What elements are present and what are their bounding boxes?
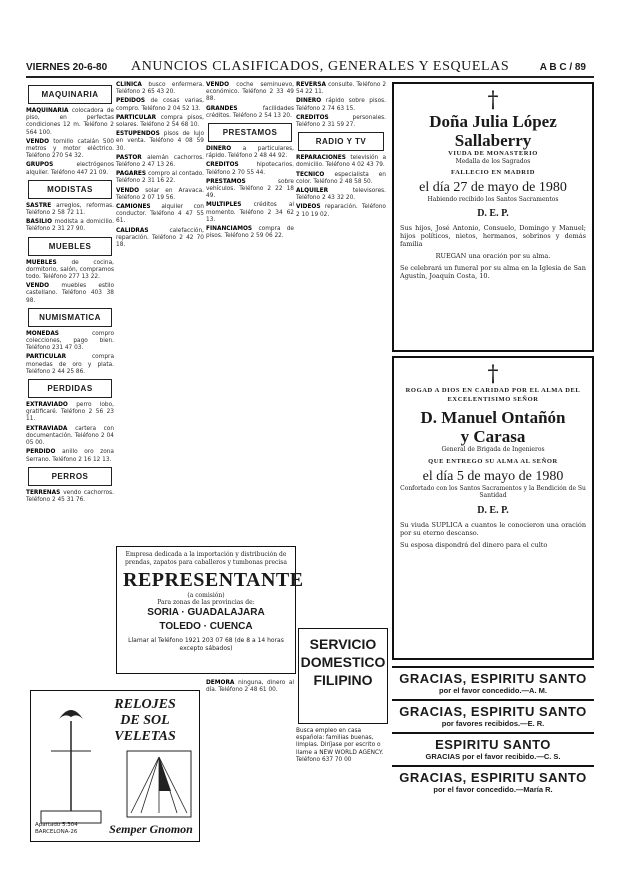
obit1-name-1: Doña Julia López (429, 112, 557, 131)
ad-text: televisión a domicilio. Teléfono 4 02 43 79. (296, 155, 386, 169)
section-heading: RADIO Y TV (298, 132, 384, 151)
ad-lead: CLINICA (116, 82, 149, 88)
ad-text: tornillo catalán 500 metros y motor eléctrico. Teléfono 270 54 32. (26, 138, 114, 160)
ad-lead: BASILIO (26, 219, 55, 226)
classified-ad (296, 188, 386, 202)
ad-text: personales. Teléfono 2 31 59 27. (296, 114, 386, 129)
ad-text: especialista en color. Teléfono 2 48 58 50. (296, 171, 386, 185)
thanks-notice (392, 732, 594, 765)
ad-lead: MONEDAS (26, 330, 93, 337)
section-title: ANUNCIOS CLASIFICADOS, GENERALES Y ESQUELAS (131, 59, 510, 74)
ad-lead: CREDITOS (206, 162, 257, 169)
ad-lead: SASTRE (26, 202, 57, 209)
representante-for: Para zonas de las provincias de: (157, 599, 255, 606)
classified-ad (26, 139, 114, 161)
obit1-group: Medalla de los Sagrados (455, 158, 531, 165)
section-heading: MUEBLES (28, 237, 112, 256)
ad-lead: FINANCIAMOS (206, 226, 259, 233)
ad-lead: PERDIDO (26, 449, 63, 456)
classified-ad (116, 98, 204, 112)
obit2-date: el día 5 de mayo de 1980 (422, 468, 564, 484)
obit1-died: FALLECIO EN MADRID (451, 168, 535, 176)
ad-text: perro lobo, gratificaré. Teléfono 2 56 23 11. (26, 402, 115, 423)
classified-ad (116, 171, 204, 185)
obit2-name-1: D. Manuel Ontañón (420, 408, 566, 427)
ad-text: compro colecciones, pago bien. Teléfono 231 47 03. (26, 330, 114, 352)
ad-lead: DEMORA (206, 680, 239, 686)
thanks-notices (392, 666, 594, 798)
obit2-intro: ROGAD A DIOS EN CARIDAD POR EL ALMA DEL EXCELENTISIMO SEÑOR (405, 387, 581, 403)
ad-lead: ESTUPENDOS (116, 131, 164, 138)
obit2-name-2: y Carasa (460, 427, 526, 446)
ad-text: de cosas varias, compro. Teléfono 2 04 52 13. (116, 98, 204, 112)
obit2-note: Su esposa dispondrá del dinero para el culto (400, 540, 548, 549)
ad-lead: VENDO (206, 82, 237, 88)
classified-ad (296, 98, 386, 112)
ad-text: sobre vehículos. Teléfono 2 22 18 49. (206, 178, 294, 200)
classified-ad (116, 188, 204, 202)
cross-icon: † (487, 362, 499, 387)
classified-ad (206, 162, 294, 176)
ad-lead: PASTOR (116, 154, 148, 161)
servicio-text: Busca empleo en casa española: familias buenas, limpias. Diríjase por escrito o llame a NEW WORLD AGENCY. Teléfono 637 70 00 (296, 728, 384, 763)
obit2-rank: General de Brigada de Ingenieros (441, 446, 545, 453)
obit1-dep: D. E. P. (477, 208, 509, 219)
ad-text: coche seminuevo, económico. Teléfono 2 33 49 88. (206, 82, 294, 103)
ad-text: busco enfermera. Teléfono 2 65 43 20. (116, 82, 205, 96)
ad-lead: ALQUILER (296, 188, 353, 195)
ad-text: colocadora de piso, en perfectas condiciones 12 m. Teléfono 2 564 100. (26, 108, 114, 136)
classified-ad (26, 219, 114, 233)
ad-text: cartera con documentación. Teléfono 2 04 05 00. (26, 425, 114, 447)
ad-lead: VENDO (26, 283, 62, 290)
classifieds-column-4 (296, 82, 386, 221)
classified-ad (296, 82, 386, 96)
classified-ad (296, 155, 386, 169)
servicio-line-3: FILIPINO (313, 672, 373, 688)
obit1-widow: VIUDA DE MONASTERIO (448, 150, 538, 157)
classified-ad (206, 226, 294, 240)
cross-icon: † (487, 88, 499, 113)
ad-lead: GRUPOS (26, 162, 77, 169)
relojes-brand: Semper Gnomon (109, 822, 193, 836)
ad-lead: GRANDES (206, 105, 263, 112)
section-heading: MAQUINARIA (28, 85, 112, 104)
obit1-name-2: Sallaberry (454, 131, 532, 150)
classified-ad (26, 331, 114, 353)
thanks-heading: GRACIAS, ESPIRITU SANTO (399, 770, 587, 785)
classified-ad (206, 680, 294, 694)
classified-ad (26, 402, 114, 424)
representante-sub: (a comisión) (187, 592, 225, 599)
thanks-line: por el favor concedido.—María R. (433, 785, 553, 794)
ad-text: arreglos, reformas. Teléfono 2 58 72 11. (26, 202, 114, 217)
classified-ad (206, 146, 294, 160)
ad-lead: TERRENAS (26, 489, 64, 496)
ad-text: compra monedas de oro y plata. Teléfono 2 44 25 86. (26, 354, 114, 375)
servicio-line-1: SERVICIO (309, 636, 377, 652)
thanks-heading: GRACIAS, ESPIRITU SANTO (399, 671, 587, 686)
ad-lead: REVERSA (296, 82, 329, 88)
ad-lead: EXTRAVIADA (26, 425, 76, 432)
representante-title: REPRESENTANTE (123, 569, 304, 591)
obit1-body: Sus hijos, José Antonio, Consuelo, Domingo y Manuel; hijos políticos, nietos, hermanos, sobrinos y demás familia (400, 224, 586, 248)
ad-lead: PARTICULAR (26, 354, 92, 361)
classified-ad (26, 354, 114, 376)
page-number: A B C / 89 (539, 62, 586, 73)
classified-ad (206, 179, 294, 201)
classified-ad (26, 162, 114, 176)
classifieds-column-3 (206, 82, 294, 242)
relojes-title-2: DE SOL (120, 713, 170, 728)
thanks-heading: GRACIAS, ESPIRITU SANTO (399, 704, 587, 719)
ad-text: reparación. Teléfono 2 10 19 02. (296, 204, 386, 218)
section-heading: PERROS (28, 467, 112, 486)
classified-ad (296, 204, 386, 218)
ad-text: vendo cachorros. Teléfono 2 45 31 76. (26, 489, 114, 503)
ad-text: compro al contado. Teléfono 2 31 16 22. (116, 171, 204, 185)
classified-ad (206, 82, 294, 104)
classified-ad (26, 260, 114, 282)
section-heading: PRESTAMOS (208, 123, 292, 142)
representante-note: Llamar al Teléfono 1921 203 07 68 (de 8 a 14 horas excepto sábados) (128, 637, 284, 652)
representante-cities-2: TOLEDO · CUENCA (159, 621, 253, 632)
section-heading: MODISTAS (28, 180, 112, 199)
classifieds-column-1 (26, 82, 114, 506)
ad-lead: REPARACIONES (296, 155, 351, 162)
thanks-notice (392, 666, 594, 699)
classified-ad (206, 106, 294, 120)
ad-text: calefacción, reparación. Teléfono 2 42 70 18. (116, 227, 204, 249)
classified-ad (116, 82, 204, 96)
classifieds-column-3-bottom (206, 680, 294, 696)
ad-text: anillo oro zona Serrano. Teléfono 2 16 12 13. (26, 449, 114, 463)
ad-lead: VIDEOS (296, 204, 325, 211)
classified-ad (116, 115, 204, 129)
classified-ad (26, 490, 114, 504)
ad-text: facilidades créditos. Teléfono 2 54 13 20. (206, 105, 294, 119)
ad-lead: CAMIONES (116, 204, 162, 211)
ad-text: rápido sobre pisos. Teléfono 2 74 63 15. (296, 98, 386, 112)
ad-text: televisores. Teléfono 2 43 32 20. (296, 188, 386, 202)
esquelas-column (392, 82, 594, 798)
obit2-sacraments: Confortado con los Santos Sacramentos y la Bendición de Su Santidad (400, 484, 586, 499)
ad-text: pisos de lujo en venta. Teléfono 4 08 59 30. (116, 131, 204, 152)
representante-intro: Empresa dedicada a la importación y distribución de prendas, zapatos para caballeros y tumbonas precisa (125, 551, 287, 566)
classified-ad (116, 204, 204, 226)
classified-ad (296, 115, 386, 129)
ad-text: consulte. Teléfono 2 54 22 11. (296, 82, 387, 96)
classified-ad (296, 172, 386, 186)
ad-text: compra pisos, solares. Teléfono 2 54 68 10. (116, 114, 205, 129)
ad-lead: PARTICULAR (116, 114, 161, 121)
classified-ad (26, 449, 114, 463)
classifieds-column-2 (116, 82, 204, 251)
obit1-sacraments: Habiendo recibido los Santos Sacramentos (427, 195, 559, 203)
ad-text: ninguna, dinero al día. Teléfono 2 48 61 00. (206, 680, 295, 694)
classified-ad (206, 202, 294, 224)
ad-lead: EXTRAVIADO (26, 402, 77, 409)
obit1-date: el día 27 de mayo de 1980 (419, 179, 567, 195)
ad-text: electrógenos alquiler. Teléfono 447 21 09. (26, 162, 114, 176)
ad-text: solar en Aravaca. Teléfono 2 07 19 56. (116, 187, 204, 201)
relojes-title-3: VELETAS (114, 729, 176, 744)
ad-lead: DINERO (296, 98, 326, 105)
classified-ad (116, 155, 204, 169)
ad-lead: DINERO (206, 146, 243, 153)
classified-ad (116, 228, 204, 250)
ad-lead: CREDITOS (296, 114, 353, 121)
classified-ad (26, 426, 114, 448)
relojes-address: Apartado 5.304 BARCELONA-26 (35, 822, 78, 835)
servicio-line-2: DOMESTICO (300, 654, 386, 670)
obit1-ruegan: RUEGAN una oración por su alma. (435, 252, 551, 260)
ad-text: créditos al momento. Teléfono 2 34 62 13. (206, 202, 294, 223)
ad-text: alemán cachorros. Teléfono 2 47 13 26. (116, 154, 204, 169)
thanks-line: por favores recibidos.—E. R. (441, 719, 545, 728)
ad-text: a particulares, rápido. Teléfono 2 48 44 92. (206, 146, 294, 160)
obit2-dep: D. E. P. (477, 504, 509, 516)
thanks-line: por el favor concedido.—A. M. (439, 686, 547, 695)
ad-text: de cocina, dormitorio, salón, compramos todo. Teléfono 277 13 22. (26, 259, 114, 281)
obit2-body: Su viuda SUPLICA a cuantos le conocieron una oración por su eterno descanso. (400, 520, 586, 537)
representante-ad (116, 546, 304, 674)
obituary-ontanon (392, 356, 594, 660)
ad-lead: TECNICO (296, 171, 335, 178)
ad-text: compra de pisos. Teléfono 2 59 06 22. (206, 226, 294, 240)
classified-ad (116, 131, 204, 153)
servicio-domestico-ad (298, 628, 388, 724)
obit1-funeral: Se celebrará un funeral por su alma en la Iglesia de San Agustín, Joaquín Costa, 10. (400, 264, 586, 280)
thanks-notice (392, 765, 594, 798)
ad-lead: PRESTAMOS (206, 178, 278, 185)
thanks-notice (392, 699, 594, 732)
section-heading: NUMISMATICA (28, 308, 112, 327)
ad-lead: MULTIPLES (206, 202, 254, 209)
ad-lead: VENDO (116, 187, 146, 194)
issue-date: VIERNES 20-6-80 (26, 62, 108, 73)
ad-lead: PEDIDOS (116, 98, 151, 105)
ad-text: hipotecarios. Teléfono 2 70 55 44. (206, 162, 294, 176)
ad-text: modista a domicilio. Teléfono 2 31 27 90. (26, 219, 114, 233)
ad-lead: VENDO (26, 138, 54, 145)
section-heading: PERDIDAS (28, 379, 112, 398)
thanks-heading: ESPIRITU SANTO (435, 737, 551, 752)
page-header (26, 59, 594, 78)
thanks-line: GRACIAS por el favor recibido.—C. S. (425, 752, 561, 761)
ad-lead: MAQUINARIA (26, 108, 72, 114)
relojes-title-1: RELOJES (114, 697, 176, 712)
relojes-ad (30, 690, 200, 842)
ad-text: alquiler con conductor. Teléfono 4 47 55 61. (116, 204, 204, 225)
representante-cities-1: SORIA · GUADALAJARA (147, 607, 265, 618)
ad-lead: CALIDRAS (116, 227, 170, 234)
classified-ad (26, 108, 114, 137)
obit2-died: QUE ENTREGO SU ALMA AL SEÑOR (428, 457, 558, 465)
ad-lead: MUEBLES (26, 259, 72, 266)
obituary-lopez (392, 82, 594, 352)
ad-lead: PAGARES (116, 171, 149, 178)
ad-text: muebles estilo castellano. Teléfono 403 38 98. (26, 283, 115, 304)
classified-ad (26, 203, 114, 217)
relojes-title (105, 697, 185, 745)
classified-ad (26, 283, 114, 305)
